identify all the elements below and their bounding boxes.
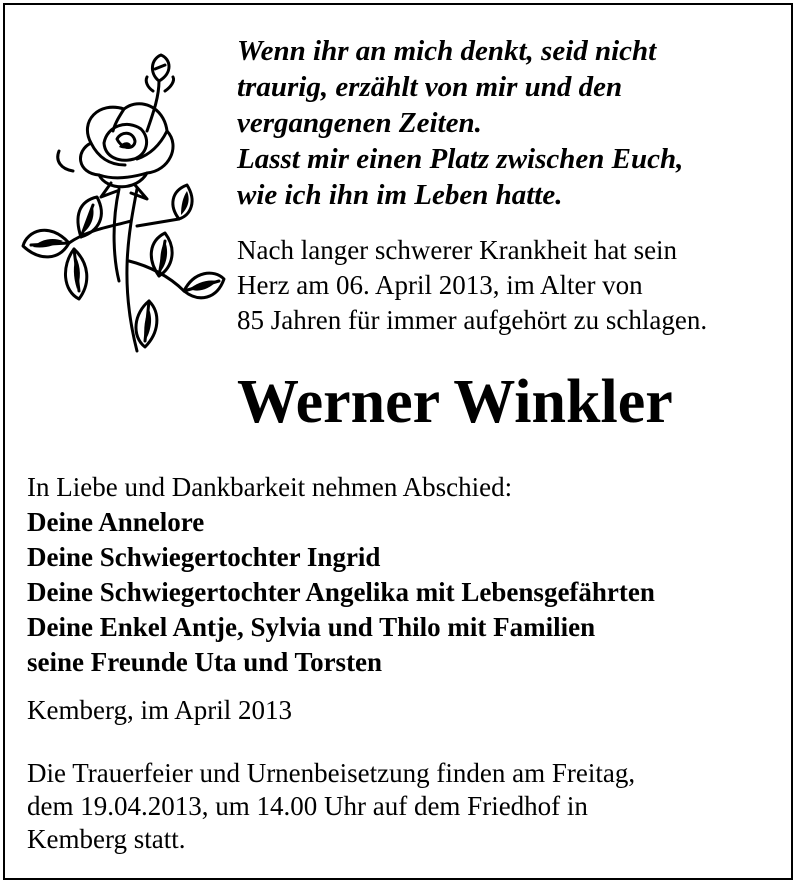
announcement-line: Nach langer schwerer Krankheit hat sein xyxy=(237,235,678,265)
deceased-name: Werner Winkler xyxy=(237,368,673,436)
announcement-line: Herz am 06. April 2013, im Alter von xyxy=(237,270,643,300)
mourner-entry: Deine Schwiegertochter Angelika mit Lebensgefährten xyxy=(27,577,655,607)
memorial-poem xyxy=(237,33,777,213)
poem-line: vergangenen Zeiten. xyxy=(237,107,482,139)
obituary-notice xyxy=(3,3,793,880)
poem-line: Lasst mir einen Platz zwischen Euch, xyxy=(237,143,684,175)
mourner-entry: seine Freunde Uta und Torsten xyxy=(27,647,383,677)
service-line: Kemberg statt. xyxy=(27,824,186,854)
mourners-heading: In Liebe und Dankbarkeit nehmen Abschied: xyxy=(27,472,513,502)
mourner-entry: Deine Enkel Antje, Sylvia und Thilo mit Familien xyxy=(27,612,596,642)
mourner-entry: Deine Annelore xyxy=(27,507,205,537)
rose-icon xyxy=(19,51,229,367)
poem-line: traurig, erzählt von mir und den xyxy=(237,71,623,103)
announcement-line: 85 Jahren für immer aufgehört zu schlagen. xyxy=(237,305,708,335)
mourner-entry: Deine Schwiegertochter Ingrid xyxy=(27,542,381,572)
service-line: dem 19.04.2013, um 14.00 Uhr auf dem Friedhof in xyxy=(27,791,588,821)
death-announcement xyxy=(237,233,787,338)
poem-line: wie ich ihn im Leben hatte. xyxy=(237,179,563,211)
poem-line: Wenn ihr an mich denkt, seid nicht xyxy=(237,35,657,67)
mourners-list xyxy=(27,470,787,680)
service-line: Die Trauerfeier und Urnenbeisetzung finden am Freitag, xyxy=(27,758,636,788)
funeral-service-info xyxy=(27,757,787,856)
place-and-date: Kemberg, im April 2013 xyxy=(27,695,292,725)
